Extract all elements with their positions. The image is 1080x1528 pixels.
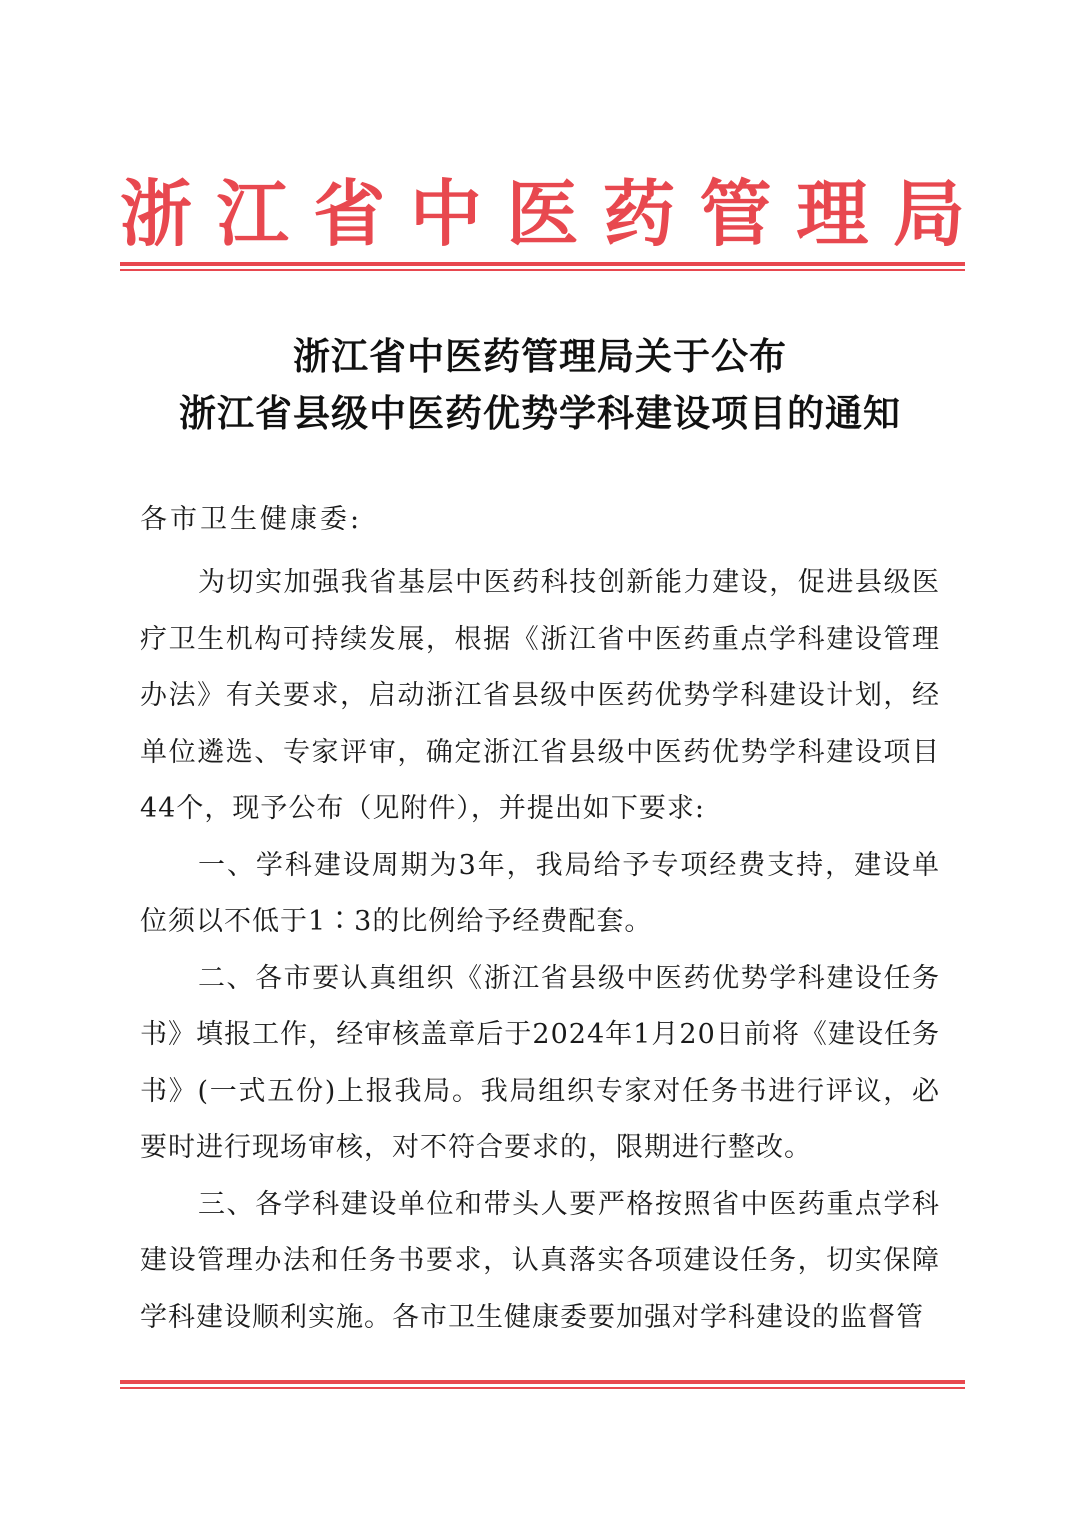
salutation: 各市卫生健康委:	[140, 504, 363, 535]
document-title-line-2: 浙江省县级中医药优势学科建设项目的通知	[179, 391, 901, 435]
body-paragraph: 三、各学科建设单位和带头人要严格按照省中医药重点学科建设管理办法和任务书要求，认真落实各项建设任务，切实保障学科建设顺利实施。各市卫生健康委要加强对学科建设的监督管	[140, 1188, 940, 1333]
divider-thick-line	[120, 262, 965, 266]
body-paragraph: 一、学科建设周期为3年，我局给予专项经费支持，建设单位须以不低于1∶3的比例给予经费配套。	[140, 849, 940, 937]
divider-thin-line	[120, 269, 965, 271]
divider-thick-line	[120, 1380, 965, 1384]
document-title-line-1: 浙江省中医药管理局关于公布	[293, 334, 787, 378]
letterhead-char: 管	[699, 171, 772, 256]
body-paragraph: 二、各市要认真组织《浙江省县级中医药优势学科建设任务书》填报工作，经审核盖章后于2024年1月20日前将《建设任务书》(一式五份)上报我局。我局组织专家对任务书进行评议，必要时进行现场审核，对不符合要求的，限期进行整改。	[140, 962, 940, 1163]
letterhead-char: 医	[506, 171, 579, 256]
letterhead-char: 浙	[120, 171, 193, 256]
letterhead-char: 省	[313, 171, 386, 256]
letterhead-char: 理	[796, 171, 869, 256]
letterhead-char: 药	[603, 171, 676, 256]
divider-thin-line	[120, 1387, 965, 1389]
body-paragraph: 为切实加强我省基层中医药科技创新能力建设，促进县级医疗卫生机构可持续发展，根据《浙江省中医药重点学科建设管理办法》有关要求，启动浙江省县级中医药优势学科建设计划，经单位遴选、专家评审，确定浙江省县级中医药优势学科建设项目44个，现予公布（见附件），并提出如下要求:	[140, 567, 940, 824]
letterhead-char: 局	[892, 171, 965, 256]
document-body	[140, 555, 940, 1346]
letterhead-title	[120, 172, 965, 256]
letterhead-char: 中	[409, 171, 482, 256]
letterhead-char: 江	[216, 171, 289, 256]
